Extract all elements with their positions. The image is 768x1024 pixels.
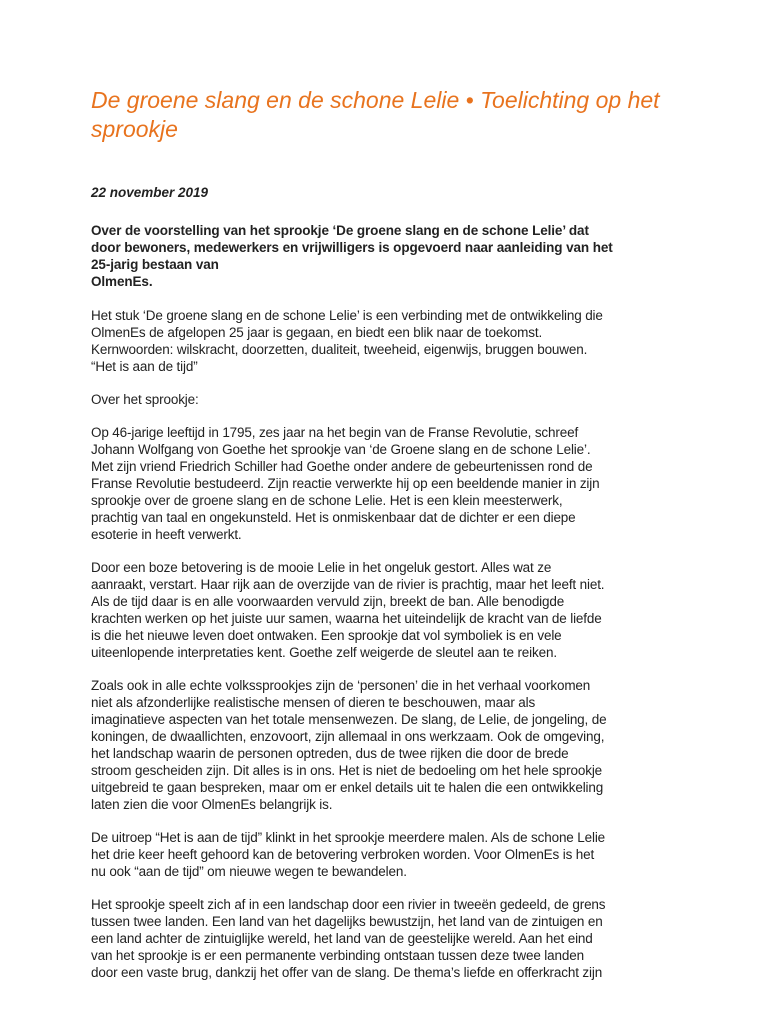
paragraph-line: is die het nieuwe leven doet ontwaken. Een sprookje dat vol symboliek is en vele — [91, 628, 562, 643]
paragraph-line: Kernwoorden: wilskracht, doorzetten, dualiteit, tweeheid, eigenwijs, bruggen bouwen. — [91, 342, 588, 357]
paragraph-line: Zoals ook in alle echte volkssprookjes zijn de ‘personen’ die in het verhaal voorkomen — [91, 678, 591, 693]
body-paragraph — [91, 896, 688, 981]
paragraph-line: “Het is aan de tijd” — [91, 359, 198, 374]
paragraph-line: prachtig van taal en ongekunsteld. Het is onmiskenbaar dat de dichter er een diepe — [91, 510, 576, 525]
paragraph-line: imaginatieve aspecten van het totale mensenwezen. De slang, de Lelie, de jongeling, de — [91, 712, 607, 727]
article-title: De groene slang en de schone Lelie • Toelichting op het sprookje — [91, 87, 660, 142]
body-paragraph — [91, 677, 688, 813]
paragraph-line: Door een boze betovering is de mooie Lelie in het ongeluk gestort. Alles wat ze — [91, 560, 552, 575]
paragraph-line: Als de tijd daar is en alle voorwaarden vervuld zijn, breekt de ban. Alle benodigde — [91, 594, 565, 609]
article-date: 22 november 2019 — [91, 185, 209, 200]
paragraph-line: Met zijn vriend Friedrich Schiller had Goethe onder andere de gebeurtenissen rond de — [91, 459, 593, 474]
paragraph-line: Johann Wolfgang von Goethe het sprookje van ‘de Groene slang en de schone Lelie’. — [91, 442, 591, 457]
paragraph-line: OlmenEs de afgelopen 25 jaar is gegaan, en biedt een blik naar de toekomst. — [91, 325, 543, 340]
paragraph-line: van het sprookje is er een permanente verbinding ontstaan tussen deze twee landen — [91, 948, 584, 963]
paragraph-line: Het sprookje speelt zich af in een landschap door een rivier in tweeën gedeeld, de grens — [91, 897, 606, 912]
paragraph-line: laten zien die voor OlmenEs belangrijk is. — [91, 797, 333, 812]
body-paragraph — [91, 829, 688, 880]
paragraph-line: krachten werken op het juiste uur samen, waarna het uiteindelijk de kracht van de liefde — [91, 611, 602, 626]
intro-line: OlmenEs. — [91, 274, 153, 289]
paragraph-line: Op 46-jarige leeftijd in 1795, zes jaar na het begin van de Franse Revolutie, schreef — [91, 425, 579, 440]
intro-line: 25-jarig bestaan van — [91, 257, 219, 272]
paragraph-line: het landschap waarin de personen optreden, dus de twee rijken die door de brede — [91, 746, 569, 761]
paragraph-line: koningen, de dwaallichten, enzovoort, zijn allemaal in ons werkzaam. Ook de omgeving, — [91, 729, 605, 744]
paragraph-line: Franse Revolutie bestudeerd. Zijn reactie verwerkte hij op een beeldende manier in zijn — [91, 476, 600, 491]
paragraph-line: niet als afzonderlijke realistische mensen of dieren te beschouwen, maar als — [91, 695, 536, 710]
article-body — [91, 307, 688, 981]
body-paragraph — [91, 391, 688, 408]
paragraph-line: uitgebreid te gaan bespreken, maar om er enkel details uit te halen die een ontwikkeling — [91, 780, 604, 795]
body-paragraph — [91, 307, 688, 375]
paragraph-line: sprookje over de groene slang en de schone Lelie. Het is een klein meesterwerk, — [91, 493, 563, 508]
paragraph-line: aanraakt, verstart. Haar rijk aan de overzijde van de rivier is prachtig, maar het leeft niet. — [91, 577, 605, 592]
paragraph-line: De uitroep “Het is aan de tijd” klinkt in het sprookje meerdere malen. Als de schone Lelie — [91, 830, 606, 845]
intro-line: Over de voorstelling van het sprookje ‘De groene slang en de schone Lelie’ dat — [91, 223, 589, 238]
paragraph-line: tussen twee landen. Een land van het dagelijks bewustzijn, het land van de zintuigen en — [91, 914, 603, 929]
paragraph-line: nu ook “aan de tijd” om nieuwe wegen te bewandelen. — [91, 864, 407, 879]
paragraph-line: stroom gescheiden zijn. Dit alles is in ons. Het is niet de bedoeling om het hele sprookje — [91, 763, 603, 778]
paragraph-line: een land achter de zintuiglijke wereld, het land van de geestelijke wereld. Aan het eind — [91, 931, 593, 946]
paragraph-line: Over het sprookje: — [91, 392, 199, 407]
paragraph-line: het drie keer heeft gehoord kan de betovering verbroken worden. Voor OlmenEs is het — [91, 847, 595, 862]
paragraph-line: uiteenlopende interpretaties kent. Goethe zelf weigerde de sleutel aan te reiken. — [91, 645, 557, 660]
article-intro — [91, 222, 688, 290]
paragraph-line: door een vaste brug, dankzij het offer van de slang. De thema’s liefde en offerkracht zijn — [91, 965, 603, 980]
paragraph-line: esoterie in heeft verwerkt. — [91, 527, 242, 542]
intro-line: door bewoners, medewerkers en vrijwilligers is opgevoerd naar aanleiding van het — [91, 240, 613, 255]
paragraph-line: Het stuk ‘De groene slang en de schone Lelie’ is een verbinding met de ontwikkeling die — [91, 308, 603, 323]
body-paragraph — [91, 559, 688, 661]
body-paragraph — [91, 424, 688, 543]
